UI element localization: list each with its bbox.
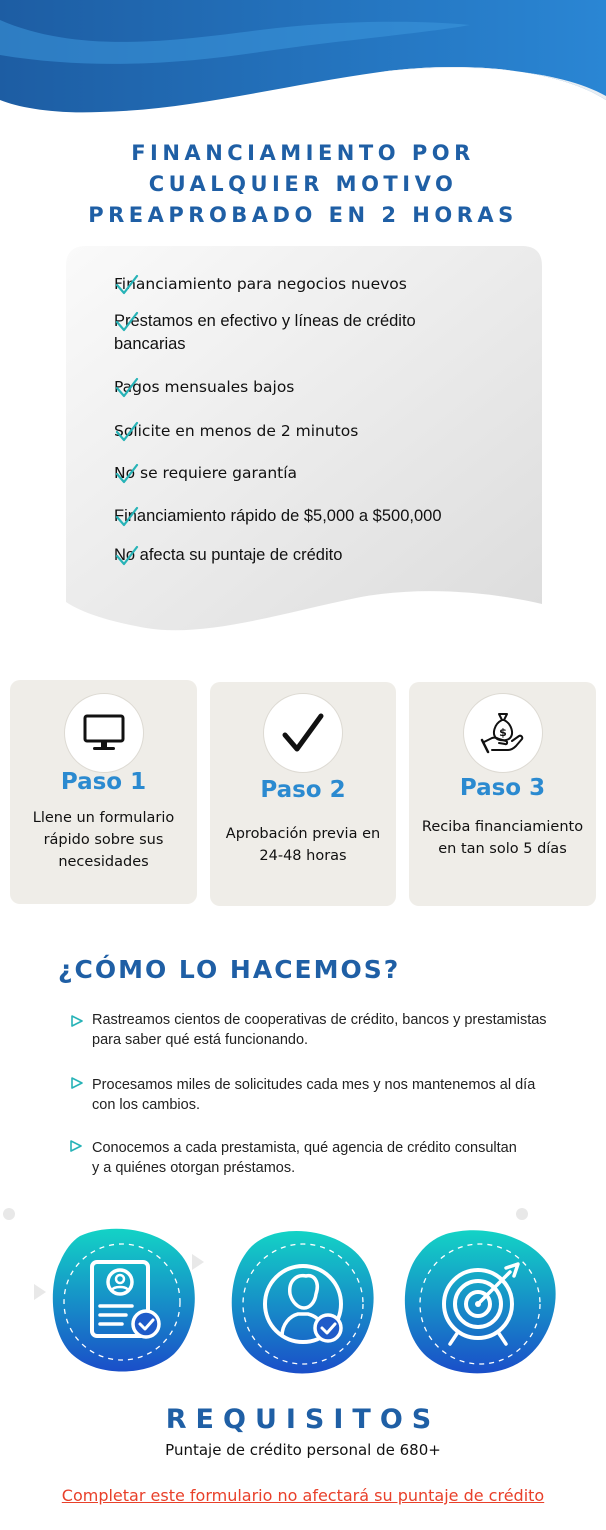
step-card-2 (210, 682, 396, 906)
step-title: Paso 3 (459, 775, 546, 801)
check-icon (114, 505, 140, 529)
list-item (114, 505, 504, 528)
how-item-text: Conocemos a cada prestamista, qué agencia de crédito consultan y a quiénes otorgan préstamos. (92, 1140, 517, 1176)
list-item (114, 544, 504, 567)
hero-title (0, 138, 606, 231)
step-icon-circle (463, 693, 543, 773)
step-icon-circle (64, 693, 144, 773)
hero-title-line: CUALQUIER MOTIVO (148, 172, 458, 196)
target-icon (402, 1228, 558, 1378)
checkmark-icon (281, 711, 325, 755)
check-icon (114, 310, 140, 334)
list-item (114, 462, 504, 485)
check-icon (114, 376, 140, 400)
user-check-icon (228, 1228, 378, 1378)
check-icon (114, 273, 140, 297)
list-item (114, 273, 504, 296)
check-icon (114, 462, 140, 486)
requirements-title: REQUISITOS (165, 1404, 441, 1435)
header-wave (0, 0, 606, 120)
svg-text:$: $ (498, 726, 507, 739)
benefit-text: Financiamiento rápido de $5,000 a $500,000 (114, 507, 442, 525)
step-title: Paso 1 (60, 769, 147, 795)
benefit-text: Pagos mensuales bajos (114, 378, 295, 396)
list-item (114, 310, 474, 356)
check-icon (114, 420, 140, 444)
step-card-1 (10, 680, 197, 904)
benefits-card (66, 246, 542, 638)
step-description: Llene un formulario rápido sobre sus necesidades (32, 810, 175, 870)
how-item-text: Rastreamos cientos de cooperativas de crédito, bancos y prestamistas para saber qué está funcionando. (92, 1012, 547, 1048)
step-card-3 (409, 682, 596, 906)
step-description: Aprobación previa en 24-48 horas (225, 826, 381, 864)
money-bag-hand-icon (478, 708, 528, 758)
triangle-bullet-icon (68, 1010, 92, 1030)
list-item (68, 1138, 518, 1178)
benefit-text: Financiamiento para negocios nuevos (114, 275, 407, 293)
triangle-bullet-icon (68, 1075, 92, 1095)
check-icon (114, 544, 140, 568)
benefit-text: Préstamos en efectivo y líneas de crédito bancarias (114, 312, 416, 353)
hero-title-line: PREAPROBADO EN 2 HORAS (88, 203, 518, 227)
step-description: Reciba financiamiento en tan solo 5 días (421, 819, 584, 857)
list-item (68, 1075, 558, 1115)
list-item (114, 376, 504, 399)
document-user-icon (50, 1226, 198, 1376)
monitor-icon (82, 713, 126, 753)
requirements-subtitle: Puntaje de crédito personal de 680+ (165, 1441, 441, 1459)
step-icon-circle (263, 693, 343, 773)
benefit-text: No se requiere garantía (114, 464, 298, 482)
list-item (114, 420, 504, 443)
list-item (68, 1010, 558, 1050)
hero-title-line: FINANCIAMIENTO POR (131, 141, 475, 165)
form-disclaimer-link[interactable]: Completar este formulario no afectará su puntaje de crédito (61, 1486, 545, 1505)
how-title: ¿CÓMO LO HACEMOS? (58, 955, 401, 984)
triangle-bullet-icon (68, 1138, 92, 1158)
how-item-text: Procesamos miles de solicitudes cada mes y nos mantenemos al día con los cambios. (92, 1077, 536, 1113)
step-title: Paso 2 (260, 777, 346, 803)
benefit-text: Solicite en menos de 2 minutos (114, 422, 359, 440)
benefit-text: No afecta su puntaje de crédito (114, 546, 343, 564)
